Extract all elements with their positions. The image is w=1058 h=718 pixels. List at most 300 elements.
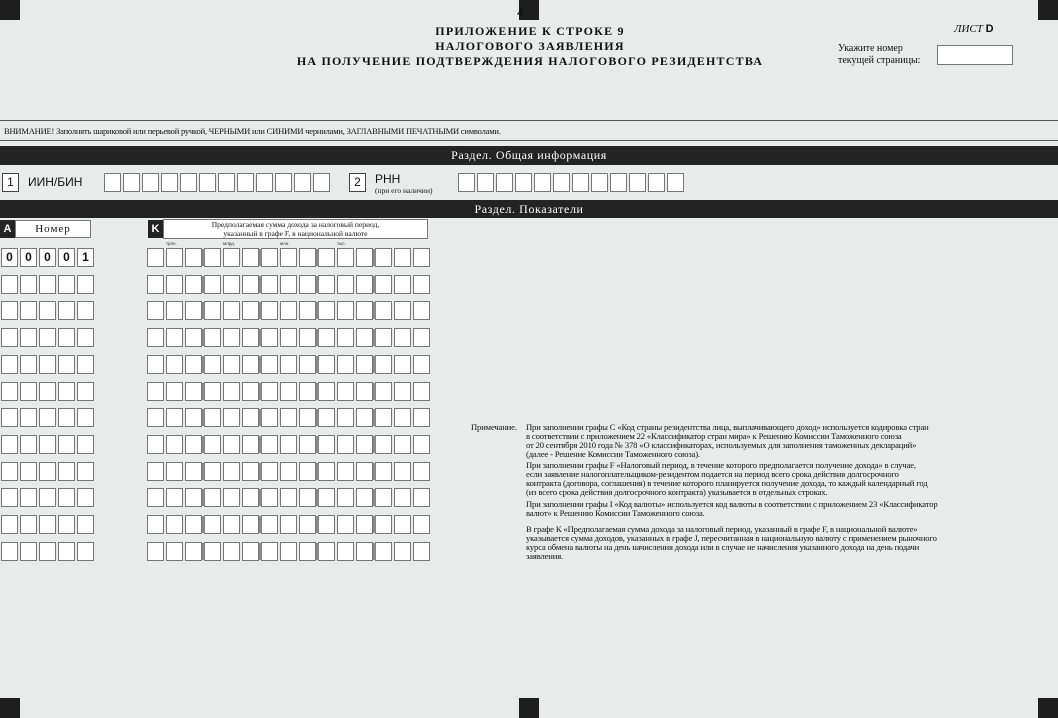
amount-cell[interactable] [147,248,164,267]
amount-cell[interactable] [166,542,183,561]
rnn-cell[interactable] [572,173,589,192]
column-a-header: Номер [15,220,91,238]
amount-cell[interactable] [185,355,202,374]
amount-cell[interactable] [185,488,202,507]
amount-cell[interactable] [375,435,392,454]
row-number-cell[interactable] [77,301,94,320]
amount-cell[interactable] [413,328,430,347]
row-number-cell[interactable] [1,301,18,320]
digit-group-separator [259,436,262,453]
amount-cell[interactable] [337,462,354,481]
amount-cell[interactable] [337,328,354,347]
row-number-cell[interactable] [58,382,75,401]
amount-cell[interactable] [299,248,316,267]
amount-cell[interactable] [413,462,430,481]
row-number-cell[interactable] [20,328,37,347]
amount-cell[interactable] [261,408,278,427]
iin-bin-cell[interactable] [180,173,197,192]
amount-cell[interactable] [204,542,221,561]
row-number-cell[interactable] [20,435,37,454]
row-number-cell[interactable] [1,275,18,294]
amount-cell[interactable] [299,275,316,294]
amount-cell[interactable] [242,515,259,534]
amount-cell[interactable] [356,248,373,267]
row-number-cell[interactable] [58,355,75,374]
amount-cell[interactable] [318,408,335,427]
row-number-cell[interactable]: 1 [77,248,94,267]
amount-cell[interactable] [185,435,202,454]
title-line: НА ПОЛУЧЕНИЕ ПОДТВЕРЖДЕНИЯ НАЛОГОВОГО РЕЗИДЕНТСТВА [296,54,764,68]
amount-cell[interactable] [318,542,335,561]
amount-cell[interactable] [223,542,240,561]
amount-cell[interactable] [166,462,183,481]
amount-cell[interactable] [394,382,411,401]
amount-cell[interactable] [337,515,354,534]
row-number-cell[interactable] [77,515,94,534]
amount-cell[interactable] [413,301,430,320]
amount-cell[interactable] [223,488,240,507]
amount-cell[interactable] [413,515,430,534]
rnn-cell[interactable] [553,173,570,192]
rnn-cell[interactable] [591,173,608,192]
row-number-cell[interactable] [39,542,56,561]
amount-cell[interactable] [147,542,164,561]
row-number-cell[interactable] [77,328,94,347]
amount-cell[interactable] [356,301,373,320]
amount-cell[interactable] [356,382,373,401]
amount-cell[interactable] [185,542,202,561]
amount-cell[interactable] [356,328,373,347]
amount-cell[interactable] [204,328,221,347]
amount-cell[interactable] [356,462,373,481]
row-number-cell[interactable] [58,328,75,347]
amount-cell[interactable] [242,542,259,561]
row-number-cell[interactable] [58,301,75,320]
amount-cell[interactable] [280,435,297,454]
amount-cell[interactable] [356,435,373,454]
row-number-cell[interactable] [39,382,56,401]
amount-cell[interactable] [356,542,373,561]
row-number-cell[interactable] [58,435,75,454]
amount-cell[interactable] [375,462,392,481]
amount-cell[interactable] [223,408,240,427]
rnn-cell[interactable] [648,173,665,192]
amount-cell[interactable] [280,328,297,347]
row-number-cell[interactable] [39,328,56,347]
amount-cell[interactable] [299,515,316,534]
row-number-cell[interactable]: 0 [20,248,37,267]
rnn-cell[interactable] [477,173,494,192]
amount-cell[interactable] [204,515,221,534]
rnn-cell[interactable] [534,173,551,192]
iin-bin-cell[interactable] [199,173,216,192]
page-prompt-line: Укажите номер [838,43,903,54]
amount-cell[interactable] [166,301,183,320]
row-number-cell[interactable] [77,275,94,294]
amount-cell[interactable] [318,462,335,481]
digit-group-separator [373,356,376,373]
amount-cell[interactable] [261,355,278,374]
amount-cell[interactable] [147,488,164,507]
digit-group-separator [259,302,262,319]
amount-cell[interactable] [147,328,164,347]
row-number-cell[interactable] [20,515,37,534]
amount-cell[interactable] [166,355,183,374]
amount-cell[interactable] [280,515,297,534]
iin-bin-cell[interactable] [237,173,254,192]
amount-cell[interactable] [356,488,373,507]
row-number-cell[interactable] [39,435,56,454]
row-number-cell[interactable] [1,355,18,374]
row-number-cell[interactable] [77,355,94,374]
page-number-input[interactable] [937,45,1013,65]
amount-cell[interactable] [375,488,392,507]
form-title [280,24,780,69]
digit-group-separator [316,329,319,346]
digit-group-separator [373,436,376,453]
rnn-cell[interactable] [667,173,684,192]
row-number-cell[interactable] [1,408,18,427]
row-number-cell[interactable] [20,355,37,374]
row-number-cell[interactable] [39,355,56,374]
corner-mark [0,0,20,20]
row-number-cell[interactable] [58,488,75,507]
row-number-cell[interactable] [1,462,18,481]
amount-cell[interactable] [147,275,164,294]
amount-cell[interactable] [204,301,221,320]
amount-cell[interactable] [356,275,373,294]
amount-cell[interactable] [318,248,335,267]
amount-cell[interactable] [413,542,430,561]
amount-cell[interactable] [375,328,392,347]
amount-cell[interactable] [166,515,183,534]
amount-cell[interactable] [242,408,259,427]
note-line: (далее - Решение Комиссии Таможенного союза). [526,449,700,459]
row-number-cell[interactable] [39,462,56,481]
digit-group-separator [316,302,319,319]
row-number-cell[interactable] [77,462,94,481]
amount-cell[interactable] [280,248,297,267]
row-number-cell[interactable] [1,328,18,347]
iin-bin-cell[interactable] [313,173,330,192]
amount-cell[interactable] [280,488,297,507]
digit-group-separator [373,249,376,266]
amount-cell[interactable] [280,408,297,427]
amount-cell[interactable] [299,488,316,507]
amount-cell[interactable] [375,301,392,320]
amount-cell[interactable] [166,408,183,427]
amount-cell[interactable] [413,488,430,507]
amount-cell[interactable] [223,355,240,374]
amount-cell[interactable] [337,248,354,267]
warning-text: ВНИМАНИЕ! Заполнять шариковой или перьевой ручкой, ЧЕРНЫМИ или СИНИМИ чернилами, ЗАГЛАВНЫМИ ПЕЧАТНЫМИ символами. [4,126,501,136]
column-k-header-line: указанный в графе F, в национальной валюте [223,228,368,238]
row-number-cell[interactable] [77,542,94,561]
amount-cell[interactable] [185,301,202,320]
amount-cell[interactable] [147,301,164,320]
note-line: валют» к Решению Комиссии Таможенного союза. [526,508,705,518]
row-number-cell[interactable] [20,462,37,481]
row-number-cell[interactable] [39,515,56,534]
amount-cell[interactable] [356,355,373,374]
amount-cell[interactable] [280,542,297,561]
row-number-cell[interactable] [39,488,56,507]
amount-cell[interactable] [413,275,430,294]
amount-cell[interactable] [337,542,354,561]
amount-cell[interactable] [242,488,259,507]
row-number-cell[interactable] [20,301,37,320]
digit-group-separator [202,329,205,346]
amount-cell[interactable] [337,408,354,427]
amount-cell[interactable] [242,301,259,320]
sheet-label: ЛИСТ [954,23,983,35]
amount-cell[interactable] [261,301,278,320]
amount-cell[interactable] [394,355,411,374]
iin-bin-cell[interactable] [161,173,178,192]
amount-cell[interactable] [261,328,278,347]
amount-cell[interactable] [375,355,392,374]
amount-cell[interactable] [223,328,240,347]
amount-cell[interactable] [394,462,411,481]
amount-cell[interactable] [394,435,411,454]
amount-cell[interactable] [394,488,411,507]
row-number-cell[interactable] [39,275,56,294]
amount-cell[interactable] [375,515,392,534]
amount-cell[interactable] [299,408,316,427]
amount-cell[interactable] [204,248,221,267]
amount-cell[interactable] [394,542,411,561]
digit-group-separator [202,409,205,426]
amount-cell[interactable] [337,488,354,507]
amount-cell[interactable] [166,382,183,401]
row-number-cell[interactable]: 0 [1,248,18,267]
amount-cell[interactable] [337,275,354,294]
section-indicators-header: Раздел. Показатели [0,200,1058,218]
amount-cell[interactable] [147,462,164,481]
amount-cell[interactable] [413,382,430,401]
row-number-cell[interactable]: 0 [39,248,56,267]
amount-cell[interactable] [185,515,202,534]
amount-cell[interactable] [280,382,297,401]
amount-cell[interactable] [413,248,430,267]
amount-cell[interactable] [204,382,221,401]
amount-cell[interactable] [318,488,335,507]
amount-cell[interactable] [261,275,278,294]
amount-cell[interactable] [147,435,164,454]
amount-cell[interactable] [204,355,221,374]
note-paragraph-2 [526,461,927,497]
note-line: контракта (договора, соглашения) в течение которого планируется получение дохода, то каждый календарный год [526,478,928,488]
row-number-cell[interactable] [1,542,18,561]
amount-cell[interactable] [223,248,240,267]
amount-cell[interactable] [337,382,354,401]
amount-cell[interactable] [394,248,411,267]
iin-bin-cell[interactable] [275,173,292,192]
digit-group-separator [316,276,319,293]
amount-cell[interactable] [147,355,164,374]
rnn-cell[interactable] [515,173,532,192]
row-number-cell[interactable] [58,515,75,534]
amount-cell[interactable] [413,355,430,374]
iin-bin-cell[interactable] [142,173,159,192]
amount-cell[interactable] [261,435,278,454]
amount-cell[interactable] [413,435,430,454]
amount-cell[interactable] [299,355,316,374]
rnn-cell[interactable] [629,173,646,192]
amount-cell[interactable] [261,382,278,401]
note-line: При заполнении графы I «Код валюты» используется код валюты в соответствии с приложением 23 «Классификатор [526,499,938,509]
row-number-cell[interactable] [1,382,18,401]
amount-cell[interactable] [223,462,240,481]
amount-cell[interactable] [261,488,278,507]
iin-bin-cell[interactable] [256,173,273,192]
amount-cell[interactable] [147,515,164,534]
amount-cell[interactable] [242,435,259,454]
amount-cell[interactable] [375,542,392,561]
row-number-cell[interactable] [77,435,94,454]
amount-cell[interactable] [337,435,354,454]
iin-bin-cell[interactable] [294,173,311,192]
amount-cell[interactable] [299,435,316,454]
amount-cell[interactable] [318,328,335,347]
amount-cell[interactable] [299,382,316,401]
amount-cell[interactable] [185,248,202,267]
amount-cell[interactable] [242,382,259,401]
amount-cell[interactable] [166,275,183,294]
row-number-cell[interactable] [77,488,94,507]
amount-cell[interactable] [299,328,316,347]
amount-cell[interactable] [242,355,259,374]
row-number-cell[interactable] [20,488,37,507]
amount-cell[interactable] [166,248,183,267]
amount-cell[interactable] [413,408,430,427]
unit-label-thousand: тыс. [337,241,346,246]
amount-cell[interactable] [337,301,354,320]
row-number-cell[interactable] [20,275,37,294]
amount-cell[interactable] [185,408,202,427]
row-number-cell[interactable] [20,408,37,427]
column-a-tag: A [0,220,15,238]
amount-cell[interactable] [223,435,240,454]
amount-cell[interactable] [185,382,202,401]
amount-cell[interactable] [337,355,354,374]
amount-cell[interactable] [318,355,335,374]
note-line: если заявление налогоплательщиком-резидентом подается на период всего срока действия долгосрочного [526,469,899,479]
note-line: от 20 сентября 2010 года № 378 «О классификаторах, используемых для заполнения таможенных деклараций» [526,440,917,450]
amount-cell[interactable] [375,382,392,401]
amount-cell[interactable] [299,542,316,561]
amount-cell[interactable] [299,301,316,320]
row-number-cell[interactable] [1,488,18,507]
amount-cell[interactable] [185,328,202,347]
amount-cell[interactable] [318,515,335,534]
row-number-cell[interactable] [58,542,75,561]
amount-cell[interactable] [204,408,221,427]
amount-cell[interactable] [299,462,316,481]
row-number-cell[interactable] [58,275,75,294]
row-number-cell[interactable] [1,435,18,454]
amount-cell[interactable] [242,462,259,481]
amount-cell[interactable] [147,382,164,401]
row-number-cell[interactable] [39,301,56,320]
amount-cell[interactable] [204,462,221,481]
amount-cell[interactable] [242,328,259,347]
amount-cell[interactable] [375,275,392,294]
amount-cell[interactable] [375,408,392,427]
amount-cell[interactable] [223,515,240,534]
amount-cell[interactable] [223,275,240,294]
amount-cell[interactable] [166,435,183,454]
rnn-cell[interactable] [610,173,627,192]
rnn-cell[interactable] [458,173,475,192]
row-number-cell[interactable] [20,542,37,561]
amount-cell[interactable] [375,248,392,267]
amount-cell[interactable] [394,301,411,320]
amount-cell[interactable] [280,275,297,294]
amount-cell[interactable] [204,488,221,507]
row-number-cell[interactable] [20,382,37,401]
amount-cell[interactable] [147,408,164,427]
row-number-cell[interactable] [58,462,75,481]
amount-cell[interactable] [261,462,278,481]
amount-cell[interactable] [223,301,240,320]
amount-cell[interactable] [185,275,202,294]
amount-cell[interactable] [242,275,259,294]
row-number-cell[interactable] [58,408,75,427]
iin-bin-cell[interactable] [104,173,121,192]
digit-group-separator [316,543,319,560]
amount-cell[interactable] [356,515,373,534]
amount-cell[interactable] [242,248,259,267]
amount-cell[interactable] [318,275,335,294]
row-number-cell[interactable] [77,408,94,427]
amount-cell[interactable] [185,462,202,481]
amount-cell[interactable] [356,408,373,427]
amount-cell[interactable] [394,515,411,534]
row-number-cell[interactable] [77,382,94,401]
amount-cell[interactable] [280,355,297,374]
amount-cell[interactable] [394,275,411,294]
page-prompt-line: текущей страницы: [838,55,921,66]
amount-cell[interactable] [280,301,297,320]
row-number-cell[interactable] [1,515,18,534]
row-number-cell[interactable]: 0 [58,248,75,267]
amount-cell[interactable] [261,248,278,267]
amount-cell[interactable] [318,301,335,320]
iin-bin-cell[interactable] [218,173,235,192]
amount-cell[interactable] [261,542,278,561]
amount-cell[interactable] [394,328,411,347]
amount-cell[interactable] [261,515,278,534]
amount-cell[interactable] [166,488,183,507]
amount-cell[interactable] [204,275,221,294]
digit-group-separator [316,489,319,506]
amount-cell[interactable] [166,328,183,347]
digit-group-separator [202,489,205,506]
rnn-cell[interactable] [496,173,513,192]
digit-group-separator [202,276,205,293]
amount-cell[interactable] [318,435,335,454]
iin-bin-cell[interactable] [123,173,140,192]
amount-cell[interactable] [394,408,411,427]
amount-cell[interactable] [280,462,297,481]
amount-cell[interactable] [204,435,221,454]
amount-cell[interactable] [318,382,335,401]
note-paragraph-4 [526,525,937,561]
amount-cell[interactable] [223,382,240,401]
digit-group-separator [202,249,205,266]
row-number-cell[interactable] [39,408,56,427]
